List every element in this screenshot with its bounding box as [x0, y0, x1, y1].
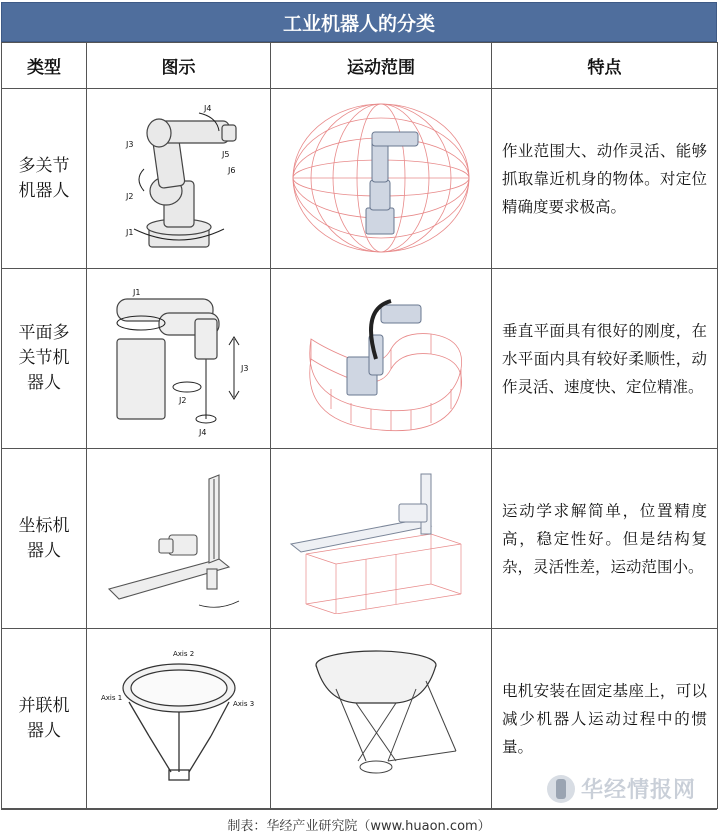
joint-label: J2: [178, 395, 186, 405]
watermark-text: 华经情报网: [580, 778, 696, 803]
articulated-robot-illustration: [104, 99, 254, 259]
table-row: [2, 269, 718, 449]
figure-cell: [87, 449, 271, 629]
joint-label: J4: [198, 427, 206, 437]
range-cell: [271, 269, 492, 449]
type-label: 并联机器人: [18, 695, 70, 741]
header-type: 类型: [2, 43, 87, 89]
watermark-logo-icon: [547, 775, 575, 803]
axis-label: Axis 2: [172, 649, 194, 658]
figure-cell: [87, 629, 271, 809]
joint-label: J1: [125, 227, 133, 237]
range-cell: [271, 89, 492, 269]
table-row: [2, 449, 718, 629]
delta-range-view: [296, 641, 466, 796]
features-cell: [492, 269, 718, 449]
type-cell: [2, 269, 87, 449]
type-label: 多关节机器人: [18, 155, 70, 201]
type-cell: [2, 449, 87, 629]
joint-label: J1: [132, 287, 140, 297]
header-range: 运动范围: [271, 43, 492, 89]
features-text: 电机安装在固定基座上，可以减少机器人运动过程中的惯量。: [502, 681, 707, 756]
features-cell: [492, 449, 718, 629]
features-text: 运动学求解简单，位置精度高，稳定性好。但是结构复杂，灵活性差，运动范围小。: [502, 501, 707, 576]
joint-label: J2: [125, 191, 133, 201]
joint-label: J6: [227, 165, 235, 175]
header-row: [2, 43, 718, 89]
type-label: 坐标机器人: [18, 515, 70, 561]
articulated-range-sphere: [286, 96, 476, 261]
scara-robot-illustration: [99, 279, 259, 439]
type-cell: [2, 89, 87, 269]
features-cell: [492, 89, 718, 269]
watermark: [547, 773, 696, 804]
cartesian-robot-illustration: [99, 459, 259, 619]
figure-cell: [87, 89, 271, 269]
header-figure: 图示: [87, 43, 271, 89]
features-text: 垂直平面具有很好的刚度，在水平面内具有较好柔顺性，动作灵活、速度快、定位精准。: [502, 321, 707, 396]
joint-label: J4: [203, 103, 211, 113]
features-text: 作业范围大、动作灵活、能够抓取靠近机身的物体。对定位精确度要求极高。: [502, 141, 707, 216]
joint-label: J5: [221, 149, 229, 159]
header-features: 特点: [492, 43, 718, 89]
scara-range-ring: [281, 279, 481, 439]
axis-label: Axis 3: [232, 699, 254, 708]
figure-cell: [87, 269, 271, 449]
type-cell: [2, 629, 87, 809]
range-cell: [271, 449, 492, 629]
table-row: [2, 89, 718, 269]
cartesian-range-box: [281, 464, 481, 614]
range-cell: [271, 629, 492, 809]
source-note: 制表：华经产业研究院（www.huaon.com）: [1, 809, 717, 838]
type-label: 平面多关节机器人: [18, 323, 70, 393]
delta-robot-illustration: [99, 644, 259, 794]
joint-label: J3: [240, 363, 248, 373]
axis-label: Axis 1: [100, 693, 122, 702]
joint-label: J3: [125, 139, 133, 149]
classification-table: [1, 42, 718, 809]
table-title: 工业机器人的分类: [1, 2, 717, 42]
